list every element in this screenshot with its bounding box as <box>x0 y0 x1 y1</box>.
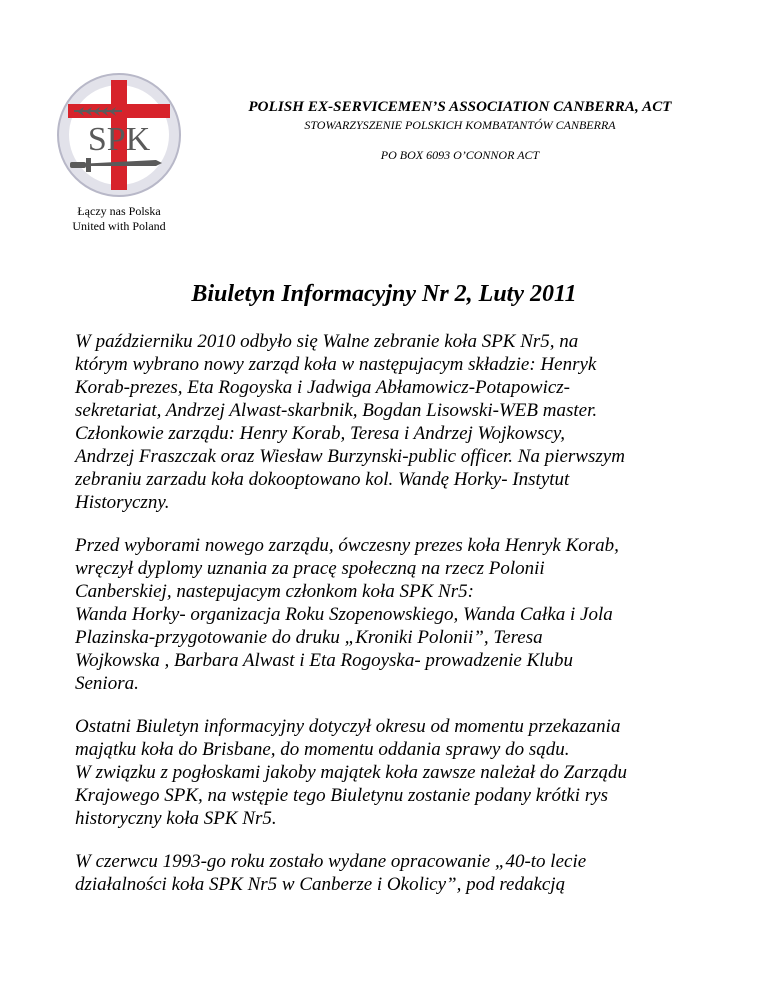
bulletin-body <box>75 330 715 916</box>
motto-line-pl: Łączy nas Polska <box>77 204 161 218</box>
spk-emblem-icon <box>56 72 182 198</box>
logo-letters: SPK <box>87 121 151 158</box>
paragraph: Przed wyborami nowego zarządu, ówczesny prezes koła Henryk Korab, wręczył dyplomy uznania za pracę społeczną na rzecz Polonii Canberskiej, nastepujacym członkom koła SPK Nr5: Wanda Horky- organizacja Roku Szopenowskiego, Wanda Całka i Jola Plazinska-przygotowanie do druku „Kroniki Polonii”, Teresa Wojkowska , Barbara Alwast i Eta Rogoyska- prowadzenie Klubu Seniora. <box>75 535 619 694</box>
letterhead <box>190 98 730 162</box>
logo <box>56 72 188 234</box>
motto-line-en: United with Poland <box>72 219 166 233</box>
paragraph: Ostatni Biuletyn informacyjny dotyczył okresu od momentu przekazania majątku koła do Brisbane, do momentu oddania sprawy do sądu. W związku z pogłoskami jakoby majątek koła zawsze należał do Zarządu Krajowego SPK, na wstępie tego Biuletynu zostanie podany krótki rys historyczny koła SPK Nr5. <box>75 716 628 829</box>
paragraph: W czerwcu 1993-go roku zostało wydane opracowanie „40-to lecie działalności koła SPK Nr5 w Canberze i Okolicy”, pod redakcją <box>75 851 587 895</box>
logo-motto <box>56 204 182 234</box>
org-name-polish: STOWARZYSZENIE POLSKICH KOMBATANTÓW CANBERRA <box>304 118 616 132</box>
paragraph: W październiku 2010 odbyło się Walne zebranie koła SPK Nr5, na którym wybrano nowy zarząd koła w następujacym składzie: Henryk Korab-prezes, Eta Rogoyska i Jadwiga Abłamowicz-Potapowicz- sekretariat, Andrzej Alwast-skarbnik, Bogdan Lisowski-WEB master. Członkowie zarządu: Henry Korab, Teresa i Andrzej Wojkowscy, Andrzej Fraszczak oraz Wiesław Burzynski-public officer. Na pierwszym zebraniu zarzadu koła dokooptowano kol. Wandę Horky- Instytut Historyczny. <box>75 331 625 513</box>
org-address: PO BOX 6093 O’CONNOR ACT <box>380 148 540 162</box>
page-title: Biuletyn Informacyjny Nr 2, Luty 2011 <box>191 281 577 307</box>
org-name: POLISH EX-SERVICEMEN’S ASSOCIATION CANBERRA, ACT <box>248 99 672 115</box>
